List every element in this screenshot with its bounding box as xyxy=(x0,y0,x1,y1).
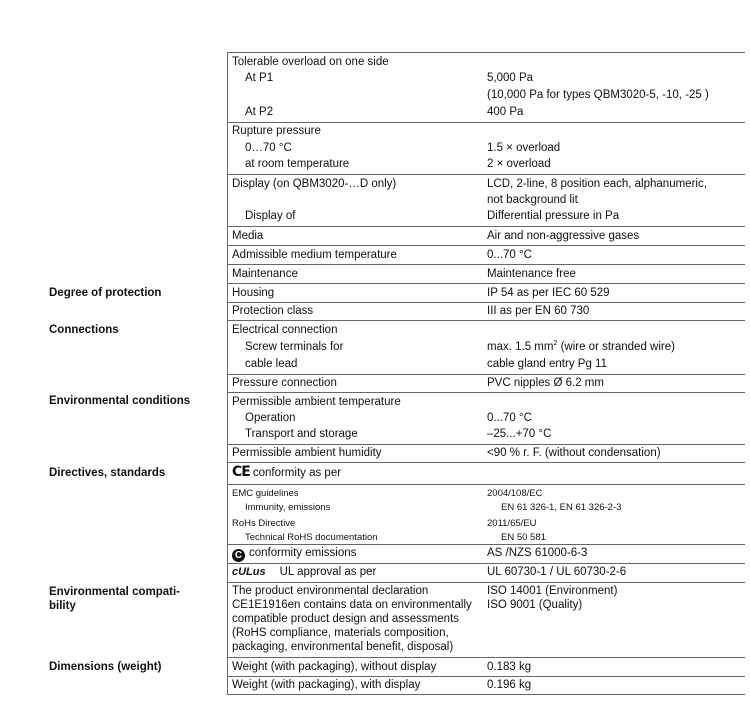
value-maintenance: Maintenance free xyxy=(487,268,576,280)
ce-mark-icon: CE xyxy=(232,464,250,480)
label-maintenance: Maintenance xyxy=(232,268,298,280)
label-rupture-room-temp: at room temperature xyxy=(245,158,350,170)
label-technical-rohs: Technical RoHS documentation xyxy=(245,532,378,543)
label-housing: Housing xyxy=(232,287,275,299)
label-tolerable-overload: Tolerable overload on one side xyxy=(232,56,389,68)
section-directives-standards: Directives, standards xyxy=(49,467,166,479)
value-rohs-directive: 2011/65/EU xyxy=(487,518,537,529)
section-degree-of-protection: Degree of protection xyxy=(49,287,162,299)
env-declaration-line5: packaging, environmental benefit, disposal) xyxy=(232,641,454,653)
value-transport-storage: –25...+70 °C xyxy=(487,428,552,440)
label-ctick-conformity xyxy=(232,546,356,562)
label-at-p2: At P2 xyxy=(245,106,274,118)
label-pressure-connection: Pressure connection xyxy=(232,377,337,389)
value-media: Air and non-aggressive gases xyxy=(487,230,640,242)
value-immunity-emissions: EN 61 326-1, EN 61 326-2-3 xyxy=(501,502,622,513)
row-divider xyxy=(227,444,745,445)
row-divider xyxy=(227,122,745,123)
label-immunity-emissions: Immunity, emissions xyxy=(245,502,331,513)
env-declaration-line1: The product environmental declaration xyxy=(232,585,429,597)
label-ce-conformity xyxy=(232,465,341,481)
value-pressure-connection: PVC nipples Ø 6.2 mm xyxy=(487,377,604,389)
value-iso-14001: ISO 14001 (Environment) xyxy=(487,585,618,597)
value-display-note: not background lit xyxy=(487,194,578,206)
value-permissible-humidity: <90 % r. F. (without condensation) xyxy=(487,447,661,459)
label-media: Media xyxy=(232,230,264,242)
row-divider xyxy=(227,226,745,227)
label-screw-terminals: Screw terminals for xyxy=(245,341,344,353)
value-at-p2: 400 Pa xyxy=(487,106,524,118)
value-rupture-0-70: 1.5 × overload xyxy=(487,142,561,154)
row-divider xyxy=(227,320,745,321)
row-divider xyxy=(227,392,745,393)
row-divider xyxy=(227,264,745,265)
label-ce-conformity-text: conformity as per xyxy=(252,467,342,479)
label-admissible-medium-temp: Admissible medium temperature xyxy=(232,249,397,261)
row-divider xyxy=(227,283,745,284)
value-weight-without-display: 0.183 kg xyxy=(487,661,532,673)
value-rupture-room-temp: 2 × overload xyxy=(487,158,551,170)
section-environmental-compatibility xyxy=(49,585,224,613)
label-rupture-0-70: 0…70 °C xyxy=(245,142,292,154)
value-admissible-medium-temp: 0...70 °C xyxy=(487,249,532,261)
value-at-p1-note: (10,000 Pa for types QBM3020-5, -10, -25 ) xyxy=(487,89,709,101)
label-display-of: Display of xyxy=(245,210,296,222)
label-electrical-connection: Electrical connection xyxy=(232,324,338,336)
section-dimensions-weight: Dimensions (weight) xyxy=(49,661,162,673)
value-technical-rohs: EN 50 581 xyxy=(501,532,546,543)
value-ctick-conformity: AS /NZS 61000-6-3 xyxy=(487,547,588,559)
value-display: LCD, 2-line, 8 position each, alphanumeric, xyxy=(487,178,707,190)
label-protection-class: Protection class xyxy=(232,305,314,317)
row-divider xyxy=(227,657,745,658)
label-transport-storage: Transport and storage xyxy=(245,428,358,440)
label-rupture-pressure: Rupture pressure xyxy=(232,125,321,137)
ul-mark-icon: cULus xyxy=(232,566,266,578)
row-divider xyxy=(227,582,745,583)
label-at-p1: At P1 xyxy=(245,72,274,84)
label-operation: Operation xyxy=(245,412,296,424)
label-ul-approval-text: UL approval as per xyxy=(279,566,377,578)
ctick-mark-icon: C xyxy=(232,549,245,562)
label-ul-approval xyxy=(232,565,376,580)
row-divider xyxy=(227,484,745,485)
row-divider xyxy=(227,563,745,564)
value-weight-with-display: 0.196 kg xyxy=(487,679,532,691)
value-at-p1: 5,000 Pa xyxy=(487,72,534,84)
section-environmental-compatibility-line1: Environmental compati- xyxy=(49,586,180,598)
label-emc-guidelines: EMC guidelines xyxy=(232,488,299,499)
value-protection-class: III as per EN 60 730 xyxy=(487,305,590,317)
row-divider xyxy=(227,676,745,677)
value-emc-guidelines: 2004/108/EC xyxy=(487,488,543,499)
label-permissible-humidity: Permissible ambient humidity xyxy=(232,447,382,459)
row-divider xyxy=(227,245,745,246)
value-iso-9001: ISO 9001 (Quality) xyxy=(487,599,583,611)
value-housing: IP 54 as per IEC 60 529 xyxy=(487,287,610,299)
row-divider xyxy=(227,694,745,695)
env-declaration-line2: CE1E1916en contains data on environmentally xyxy=(232,599,472,611)
row-divider xyxy=(227,462,745,463)
label-rohs-directive: RoHs Directive xyxy=(232,518,296,529)
value-display-of: Differential pressure in Pa xyxy=(487,210,620,222)
value-screw-terminals-a: max. 1.5 mm xyxy=(487,341,554,353)
label-weight-with-display: Weight (with packaging), with display xyxy=(232,679,421,691)
row-divider xyxy=(227,52,745,53)
env-declaration-line4: (RoHS compliance, materials composition, xyxy=(232,627,449,639)
section-connections: Connections xyxy=(49,324,119,336)
value-screw-terminals xyxy=(487,340,675,355)
value-screw-terminals-sup: 2 xyxy=(553,340,558,348)
section-environmental-conditions: Environmental conditions xyxy=(49,395,191,407)
row-divider xyxy=(227,374,745,375)
value-ul-approval: UL 60730-1 / UL 60730-2-6 xyxy=(487,566,627,578)
label-permissible-ambient-temp: Permissible ambient temperature xyxy=(232,396,401,408)
label-cable-lead: cable lead xyxy=(245,358,298,370)
value-operation: 0...70 °C xyxy=(487,412,532,424)
label-ctick-conformity-text: conformity emissions xyxy=(249,547,357,559)
value-screw-terminals-b: (wire or stranded wire) xyxy=(557,341,675,353)
value-cable-lead: cable gland entry Pg 11 xyxy=(487,358,607,370)
label-weight-without-display: Weight (with packaging), without display xyxy=(232,661,437,673)
label-display: Display (on QBM3020-…D only) xyxy=(232,178,397,190)
section-environmental-compatibility-line2: bility xyxy=(49,600,76,612)
row-divider xyxy=(227,174,745,175)
row-divider xyxy=(227,302,745,303)
table-left-border xyxy=(227,52,228,694)
env-declaration-line3: compatible product design and assessments xyxy=(232,613,459,625)
